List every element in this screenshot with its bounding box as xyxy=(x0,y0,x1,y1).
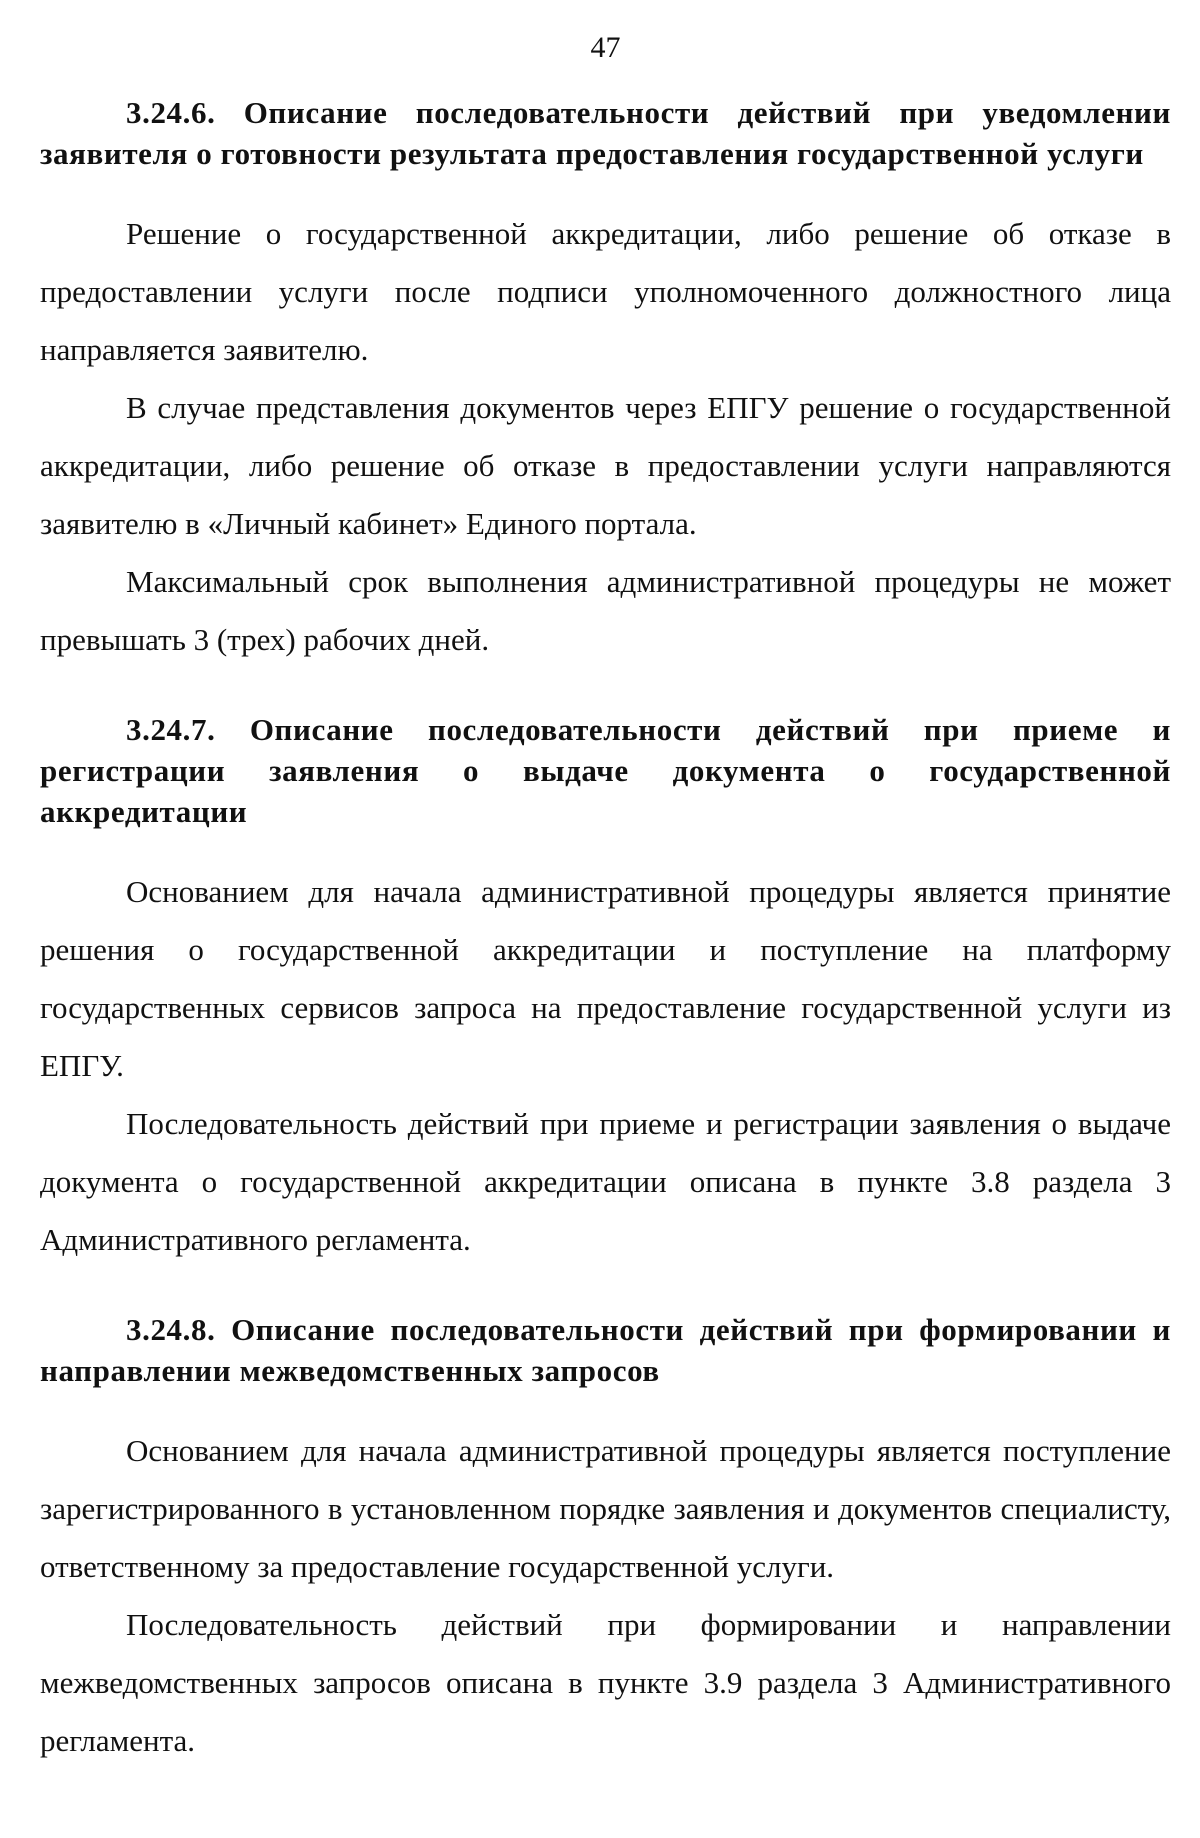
section-heading xyxy=(40,92,1171,174)
section-3-24-6 xyxy=(40,92,1171,669)
paragraph: Основанием для начала административной процедуры является принятие решения о государственной аккредитации и поступление на платформу государственных сервисов запроса на предоставление государственной услуги из ЕПГУ. xyxy=(40,874,1171,1083)
section-number: 3.24.6. xyxy=(126,95,216,130)
page-number: 47 xyxy=(590,31,621,64)
paragraph: В случае представления документов через ЕПГУ решение о государственной аккредитации, либо решение об отказе в предоставлении услуги направляются заявителю в «Личный кабинет» Единого портала. xyxy=(40,390,1171,541)
section-3-24-8 xyxy=(40,1309,1171,1770)
paragraph: Последовательность действий при приеме и регистрации заявления о выдаче документа о государственной аккредитации описана в пункте 3.8 раздела 3 Административного регламента. xyxy=(40,1106,1171,1257)
paragraph: Последовательность действий при формировании и направлении межведомственных запросов описана в пункте 3.9 раздела 3 Административного регламента. xyxy=(40,1607,1171,1758)
paragraph: Основанием для начала административной процедуры является поступление зарегистрированного в установленном порядке заявления и документов специалисту, ответственному за предоставление государственной услуги. xyxy=(40,1433,1171,1584)
section-3-24-7 xyxy=(40,709,1171,1269)
paragraph: Решение о государственной аккредитации, либо решение об отказе в предоставлении услуги после подписи уполномоченного должностного лица направляется заявителю. xyxy=(40,216,1171,367)
section-number: 3.24.7. xyxy=(126,712,216,747)
section-title: Описание последовательности действий при формировании и направлении межведомственных запросов xyxy=(40,1312,1171,1388)
document-page xyxy=(40,30,1171,1810)
section-title: Описание последовательности действий при уведомлении заявителя о готовности результата предоставления государственной услуги xyxy=(40,95,1171,171)
paragraph: Максимальный срок выполнения административной процедуры не может превышать 3 (трех) рабочих дней. xyxy=(40,564,1171,657)
section-title: Описание последовательности действий при приеме и регистрации заявления о выдаче документа о государственной аккредитации xyxy=(40,712,1171,829)
section-number: 3.24.8. xyxy=(126,1312,216,1347)
section-heading xyxy=(40,709,1171,832)
section-heading xyxy=(40,1309,1171,1391)
